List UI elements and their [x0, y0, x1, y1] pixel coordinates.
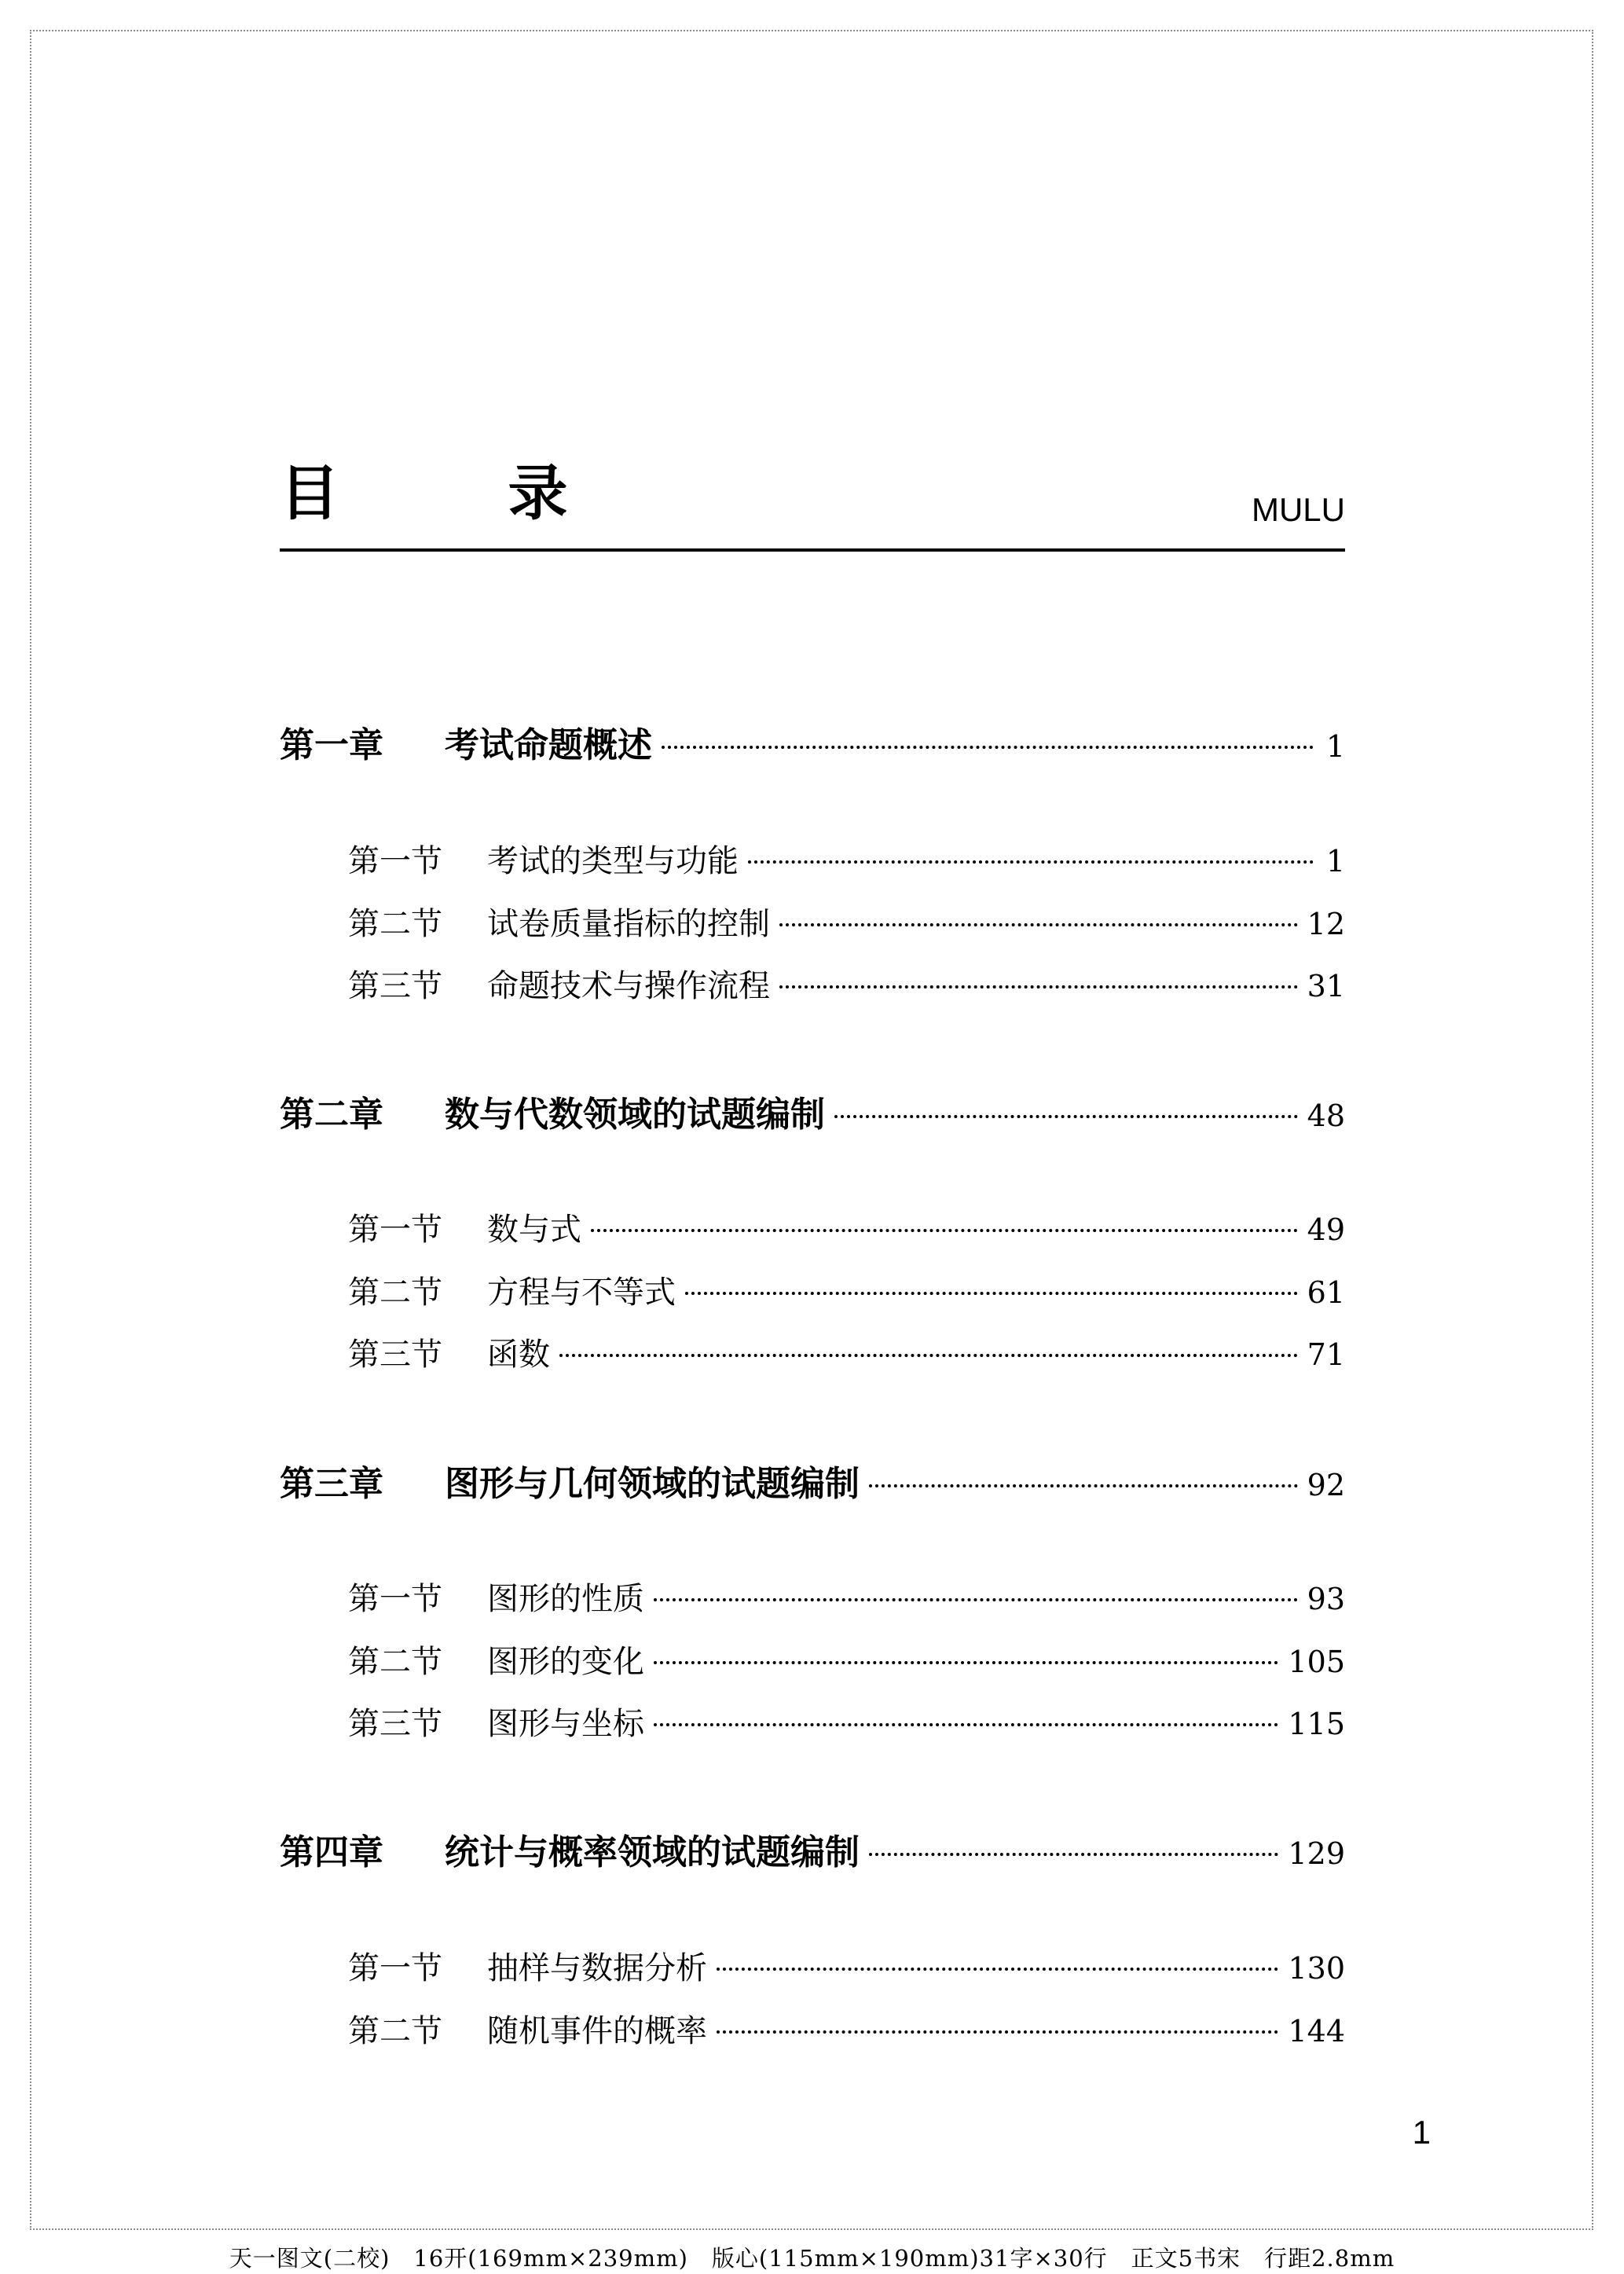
page-title: 目 录	[280, 458, 642, 528]
toc-label: 第二节	[348, 1275, 442, 1311]
print-spec-footer: 天一图文(二校) 16开(169mm×239mm) 版心(115mm×190mm)31字×30行 正文5书宋 行距2.8mm	[229, 2245, 1395, 2272]
toc-page-number: 71	[1307, 1337, 1345, 1372]
toc-title: 考试的类型与功能	[487, 843, 739, 879]
toc-label: 第三章	[280, 1464, 383, 1504]
toc-label: 第一节	[348, 1212, 442, 1248]
dot-leader	[748, 860, 1314, 864]
dot-leader	[869, 1853, 1278, 1856]
toc-title: 试卷质量指标的控制	[487, 906, 770, 942]
toc-section-1-3[interactable]	[348, 961, 1345, 1006]
toc-page-number: 93	[1307, 1582, 1345, 1616]
toc-title: 图形与几何领域的试题编制	[445, 1464, 860, 1504]
toc-chapter-4[interactable]	[280, 1824, 1345, 1874]
dot-leader	[591, 1229, 1298, 1232]
toc-title: 数与代数领域的试题编制	[445, 1095, 825, 1135]
toc-title: 随机事件的概率	[487, 2013, 707, 2049]
toc-chapter-3[interactable]	[280, 1455, 1345, 1506]
dot-leader	[779, 985, 1298, 988]
toc-page-number: 1	[1325, 729, 1345, 764]
toc-section-3-3[interactable]	[348, 1699, 1345, 1744]
dot-leader	[685, 1292, 1298, 1295]
toc-page-number: 1	[1325, 844, 1345, 878]
dot-leader	[717, 1968, 1278, 1971]
toc-label: 第四章	[280, 1832, 383, 1872]
toc-chapter-2[interactable]	[280, 1086, 1345, 1136]
toc-label: 第一章	[280, 725, 383, 765]
toc-title: 方程与不等式	[487, 1275, 676, 1311]
toc-title: 抽样与数据分析	[487, 1950, 707, 1986]
toc-page-number: 48	[1307, 1098, 1345, 1133]
toc-section-4-1[interactable]	[348, 1943, 1345, 1988]
dot-leader	[662, 746, 1314, 749]
toc-page-number: 12	[1307, 907, 1345, 941]
toc-label: 第二节	[348, 906, 442, 942]
toc-label: 第三节	[348, 1706, 442, 1742]
toc-page-number: 129	[1288, 1836, 1345, 1871]
toc-section-4-2[interactable]	[348, 2006, 1345, 2051]
toc-page-number: 130	[1288, 1951, 1345, 1986]
dot-leader	[717, 2030, 1278, 2034]
toc-title: 数与式	[487, 1212, 581, 1248]
toc-label: 第一节	[348, 1581, 442, 1617]
toc-section-3-2[interactable]	[348, 1637, 1345, 1682]
dot-leader	[654, 1598, 1298, 1601]
folio-page-number: 1	[1412, 2114, 1431, 2151]
toc-section-2-2[interactable]	[348, 1267, 1345, 1312]
toc-title: 命题技术与操作流程	[487, 968, 770, 1004]
toc-section-2-1[interactable]	[348, 1205, 1345, 1249]
title-rule	[280, 548, 1345, 552]
dot-leader	[654, 1661, 1278, 1664]
dot-leader	[869, 1484, 1298, 1487]
toc-label: 第三节	[348, 968, 442, 1004]
toc-label: 第一节	[348, 843, 442, 879]
toc-page-number: 61	[1307, 1275, 1345, 1310]
toc-page-number: 105	[1288, 1645, 1345, 1679]
toc-title: 图形的变化	[487, 1644, 644, 1680]
toc-label: 第二节	[348, 2013, 442, 2049]
toc-page-number: 144	[1288, 2014, 1345, 2048]
toc-chapter-1[interactable]	[280, 717, 1345, 767]
dot-leader	[654, 1723, 1278, 1726]
toc-title: 图形的性质	[487, 1581, 644, 1617]
toc-page-number: 31	[1307, 969, 1345, 1003]
toc-section-1-2[interactable]	[348, 899, 1345, 944]
toc-title: 图形与坐标	[487, 1706, 644, 1742]
dot-leader	[559, 1354, 1298, 1357]
toc-label: 第三节	[348, 1337, 442, 1373]
toc-title: 考试命题概述	[445, 725, 652, 765]
toc-title: 函数	[487, 1337, 550, 1373]
toc-section-1-1[interactable]	[348, 836, 1345, 881]
toc-label: 第二章	[280, 1095, 383, 1135]
toc-title: 统计与概率领域的试题编制	[445, 1832, 860, 1872]
toc-section-2-3[interactable]	[348, 1330, 1345, 1374]
toc-page-number: 92	[1307, 1468, 1345, 1502]
dot-leader	[779, 923, 1298, 926]
toc-section-3-1[interactable]	[348, 1574, 1345, 1619]
toc-page-number: 115	[1288, 1707, 1345, 1741]
dot-leader	[834, 1115, 1298, 1118]
toc-label: 第二节	[348, 1644, 442, 1680]
toc-label: 第一节	[348, 1950, 442, 1986]
page-title-latin: MULU	[1251, 491, 1345, 528]
toc-page-number: 49	[1307, 1212, 1345, 1247]
